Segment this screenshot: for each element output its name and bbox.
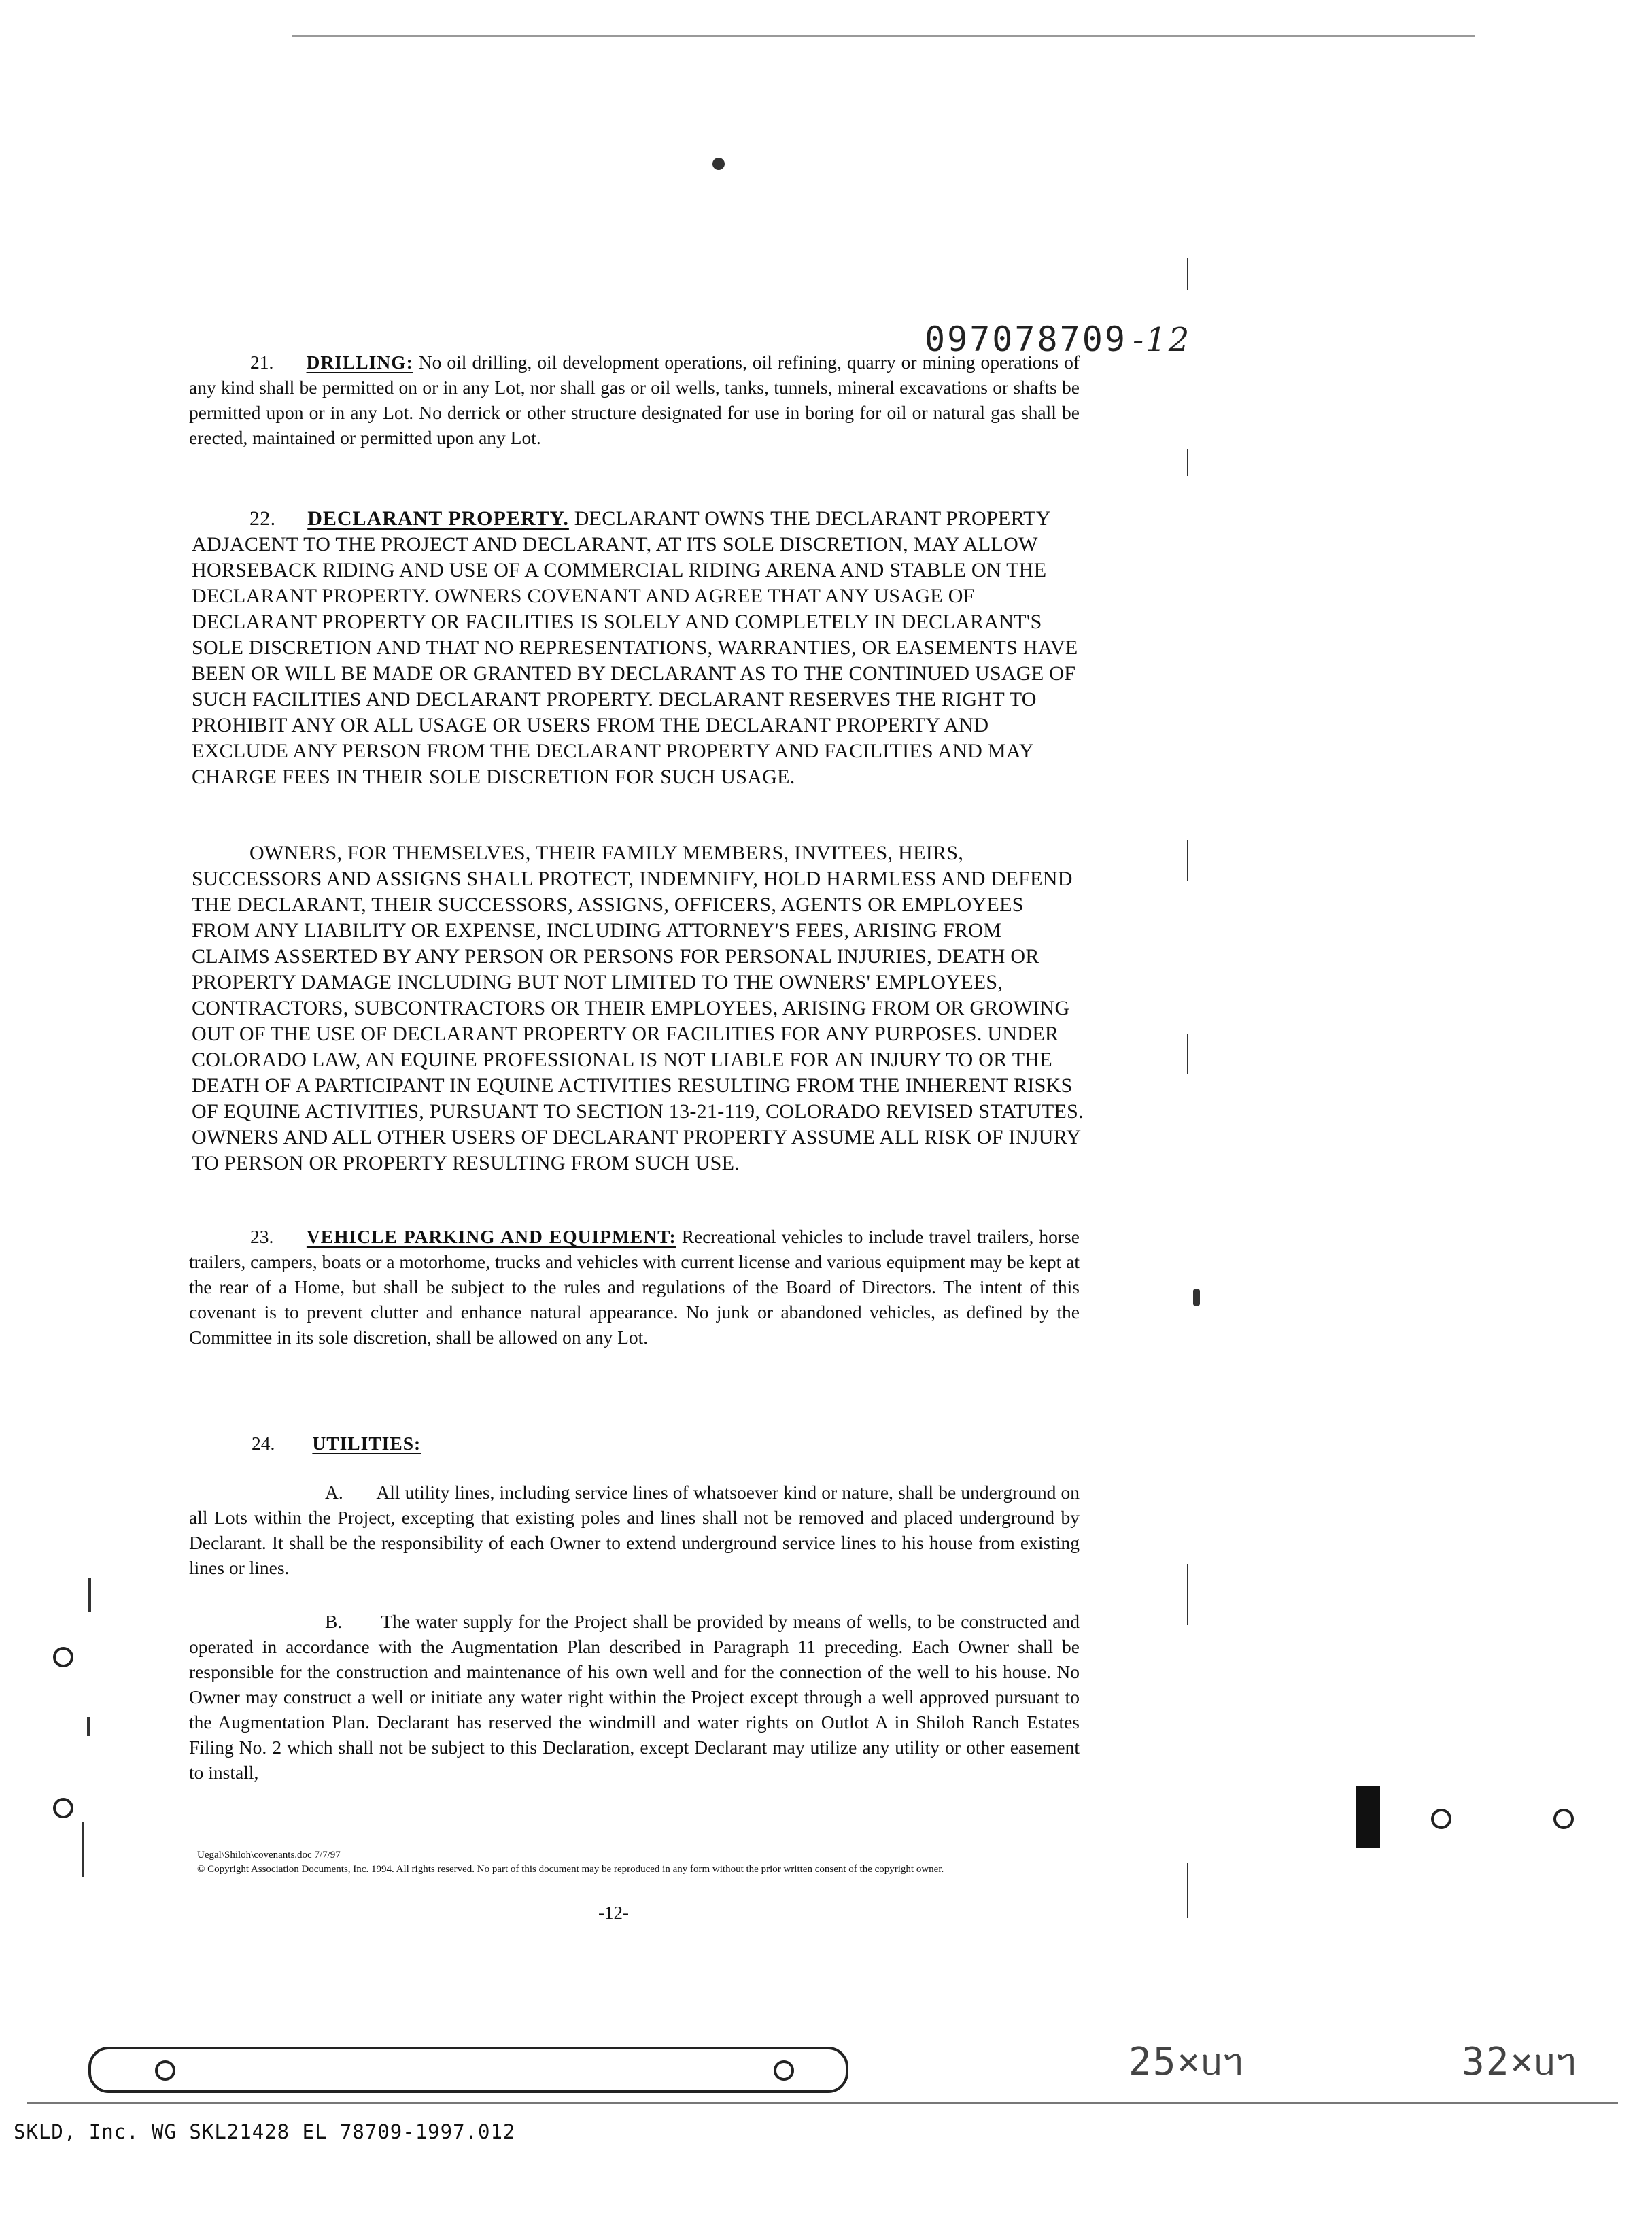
- stamp-handwritten: -12: [1132, 321, 1192, 359]
- subsection-label: B.: [325, 1611, 343, 1632]
- section-text: No oil drilling, oil development operations, oil refining, quarry or mining operations of any kind shall be permitted on or in any Lot, nor shall gas or oil wells, tanks, tunnels, mineral excavations or shafts be permitted upon or in any Lot. No derrick or other structure designated for use in boring for oil or natural gas shall be erected, maintained or permitted upon any Lot.: [189, 352, 1080, 448]
- microfilm-strip: [88, 2047, 848, 2093]
- section-24-heading: [252, 1431, 795, 1456]
- microfilm-mark: 32×ᥙᥐ: [1462, 2040, 1578, 2084]
- scan-dot: [712, 158, 725, 170]
- section-number: 24.: [252, 1433, 275, 1454]
- copyright-notice: © Copyright Association Documents, Inc. 1994. All rights reserved. No part of this document may be reproduced in any form without the prior written consent of the copyright owner.: [197, 1864, 944, 1875]
- margin-mark: [1187, 258, 1188, 290]
- stamp-number: 097078709: [925, 320, 1127, 359]
- section-heading: DRILLING:: [306, 352, 413, 373]
- section-22-indemnity: [192, 840, 1084, 1176]
- punch-hole-icon: [53, 1798, 73, 1818]
- section-text: DECLARANT OWNS THE DECLARANT PROPERTY ADJACENT TO THE PROJECT AND DECLARANT, AT ITS SOLE DISCRETION, MAY ALLOW HORSEBACK RIDING AND USE OF A COMMERCIAL RIDING ARENA AND STABLE ON THE DECLARANT PROPERTY. OWNERS COVENANT AND AGREE THAT ANY USAGE OF DECLARANT PROPERTY OR FACILITIES IS SOLELY AND COMPLETELY IN DECLARANT'S SOLE DISCRETION AND THAT NO REPRESENTATIONS, WARRANTIES, OR EASEMENTS HAVE BEEN OR WILL BE MADE OR GRANTED BY DECLARANT AS TO THE CONTINUED USAGE OF SUCH FACILITIES AND DECLARANT PROPERTY. DECLARANT RESERVES THE RIGHT TO PROHIBIT ANY OR ALL USAGE OR USERS FROM THE DECLARANT PROPERTY AND EXCLUDE ANY PERSON FROM THE DECLARANT PROPERTY AND FACILITIES AND MAY CHARGE FEES IN THEIR SOLE DISCRETION FOR SUCH USAGE.: [192, 507, 1078, 788]
- page-number: -12-: [598, 1903, 629, 1923]
- margin-mark: [1193, 1289, 1200, 1306]
- scan-streak-top: [292, 35, 1475, 37]
- section-number: 22.: [249, 507, 276, 530]
- margin-mark: [1187, 1863, 1188, 1918]
- punch-hole-icon: [1431, 1809, 1451, 1829]
- section-heading: DECLARANT PROPERTY.: [307, 507, 569, 530]
- section-number: 21.: [250, 352, 274, 373]
- document-identifier: SKLD, Inc. WG SKL21428 EL 78709-1997.012: [14, 2120, 516, 2143]
- scan-streak-bottom: [27, 2102, 1618, 2104]
- subsection-text: All utility lines, including service lines of whatsoever kind or nature, shall be underground on all Lots within the Project, excepting that existing poles and lines shall not be removed and placed underground by Declarant. It shall be the responsibility of each Owner to extend underground service lines to his house from existing lines or lines.: [189, 1482, 1080, 1578]
- section-number: 23.: [250, 1226, 274, 1247]
- punch-hole-icon: [155, 2060, 175, 2081]
- margin-mark: [87, 1717, 90, 1736]
- section-heading: VEHICLE PARKING AND EQUIPMENT:: [306, 1226, 676, 1247]
- scan-block: [1356, 1786, 1380, 1848]
- section-24-a: [189, 1480, 1080, 1580]
- section-heading: UTILITIES:: [312, 1433, 421, 1454]
- section-23: [189, 1224, 1080, 1350]
- microfilm-mark: 25×ᥙᥐ: [1129, 2040, 1245, 2084]
- file-reference: Uegal\Shiloh\covenants.doc 7/7/97: [197, 1850, 341, 1860]
- margin-mark: [88, 1578, 91, 1612]
- margin-mark: [1187, 1564, 1188, 1625]
- footer-notes: [197, 1848, 1108, 1877]
- section-22: [192, 506, 1084, 790]
- margin-mark: [1187, 449, 1188, 476]
- subsection-text: The water supply for the Project shall be provided by means of wells, to be constructed and operated in accordance with the Augmentation Plan described in Paragraph 11 preceding. Each Owner shall be responsible for the construction and maintenance of his own well and for the connection of the well to his house. No Owner may construct a well or initiate any water right within the Project except through a well approved pursuant to the Augmentation Plan. Declarant has reserved the windmill and water rights on Outlot A in Shiloh Ranch Estates Filing No. 2 which shall not be subject to this Declaration, except Declarant may utilize any utility or other easement to install,: [189, 1611, 1080, 1783]
- margin-mark: [1187, 840, 1188, 881]
- section-text: OWNERS, FOR THEMSELVES, THEIR FAMILY MEMBERS, INVITEES, HEIRS, SUCCESSORS AND ASSIGNS SHALL PROTECT, INDEMNIFY, HOLD HARMLESS AND DEFEND THE DECLARANT, THEIR SUCCESSORS, ASSIGNS, OFFICERS, AGENTS OR EMPLOYEES FROM ANY LIABILITY OR EXPENSE, INCLUDING ATTORNEY'S FEES, ARISING FROM CLAIMS ASSERTED BY ANY PERSON OR PERSONS FOR PERSONAL INJURIES, DEATH OR PROPERTY DAMAGE INCLUDING BUT NOT LIMITED TO THE OWNERS' EMPLOYEES, CONTRACTORS, SUBCONTRACTORS OR THEIR EMPLOYEES, ARISING FROM OR GROWING OUT OF THE USE OF DECLARANT PROPERTY OR FACILITIES FOR ANY PURPOSES. UNDER COLORADO LAW, AN EQUINE PROFESSIONAL IS NOT LIABLE FOR AN INJURY TO OR THE DEATH OF A PARTICIPANT IN EQUINE ACTIVITIES RESULTING FROM THE INHERENT RISKS OF EQUINE ACTIVITIES, PURSUANT TO SECTION 13-21-119, COLORADO REVISED STATUTES. OWNERS AND ALL OTHER USERS OF DECLARANT PROPERTY ASSUME ALL RISK OF INJURY TO PERSON OR PROPERTY RESULTING FROM SUCH USE.: [192, 842, 1084, 1174]
- section-24-b: [189, 1609, 1080, 1785]
- section-text: Recreational vehicles to include travel trailers, horse trailers, campers, boats or a motorhome, trucks and vehicles with current license and various equipment may be kept at the rear of a Home, but shall be subject to the rules and regulations of the Board of Directors. The intent of this covenant is to prevent clutter and enhance natural appearance. No junk or abandoned vehicles, as defined by the Committee in its sole discretion, shall be allowed on any Lot.: [189, 1226, 1080, 1348]
- section-21: [189, 350, 1080, 450]
- punch-hole-icon: [774, 2060, 794, 2081]
- subsection-label: A.: [325, 1482, 343, 1503]
- punch-hole-icon: [53, 1647, 73, 1667]
- margin-mark: [82, 1822, 84, 1877]
- punch-hole-icon: [1553, 1809, 1574, 1829]
- margin-mark: [1187, 1034, 1188, 1074]
